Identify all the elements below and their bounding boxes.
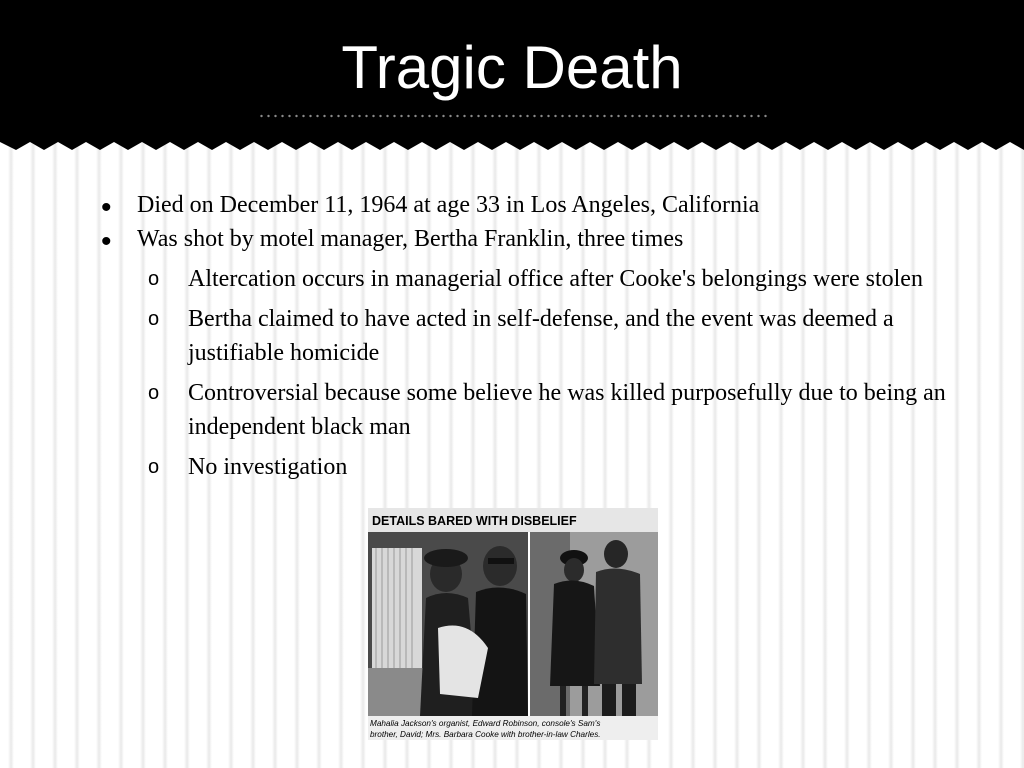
news-clipping-photo: [368, 508, 658, 740]
bullet-item: [97, 222, 967, 256]
sub-bullet-item: [97, 262, 967, 296]
bullet-dot-icon: •: [101, 225, 112, 258]
sub-bullet-item: [97, 302, 967, 370]
bullet-dot-icon: •: [101, 191, 112, 224]
clipping-caption-line-1: Mahalia Jackson's organist, Edward Robinson, console's Sam's: [370, 719, 601, 728]
title-dotted-divider: [258, 114, 768, 118]
bullet-text: Died on December 11, 1964 at age 33 in Los Angeles, California: [137, 192, 760, 218]
clipping-headline: DETAILS BARED WITH DISBELIEF: [372, 514, 577, 528]
clipping-illustration: [368, 508, 658, 740]
sub-bullet-circle-icon: o: [148, 382, 160, 404]
bullet-item: [97, 188, 967, 222]
title-banner: [0, 0, 1024, 152]
sub-bullet-text: Controversial because some believe he was killed purposefully due to being an independent black man: [188, 380, 946, 440]
sub-bullet-circle-icon: o: [148, 308, 160, 330]
bullet-text: Was shot by motel manager, Bertha Franklin, three times: [137, 226, 684, 252]
clipping-caption-line-2: brother, David; Mrs. Barbara Cooke with brother-in-law Charles.: [370, 730, 601, 739]
sub-bullet-text: No investigation: [188, 454, 348, 480]
slide-body: [97, 188, 967, 484]
sub-bullet-circle-icon: o: [148, 268, 160, 290]
sub-bullet-text: Bertha claimed to have acted in self-defense, and the event was deemed a justifiable homicide: [188, 306, 894, 366]
sub-bullet-circle-icon: o: [148, 456, 160, 478]
sub-bullet-text: Altercation occurs in managerial office after Cooke's belongings were stolen: [188, 266, 923, 292]
sub-bullet-item: [97, 376, 967, 444]
page-title: Tragic Death: [341, 34, 683, 101]
sub-bullet-item: [97, 450, 967, 484]
